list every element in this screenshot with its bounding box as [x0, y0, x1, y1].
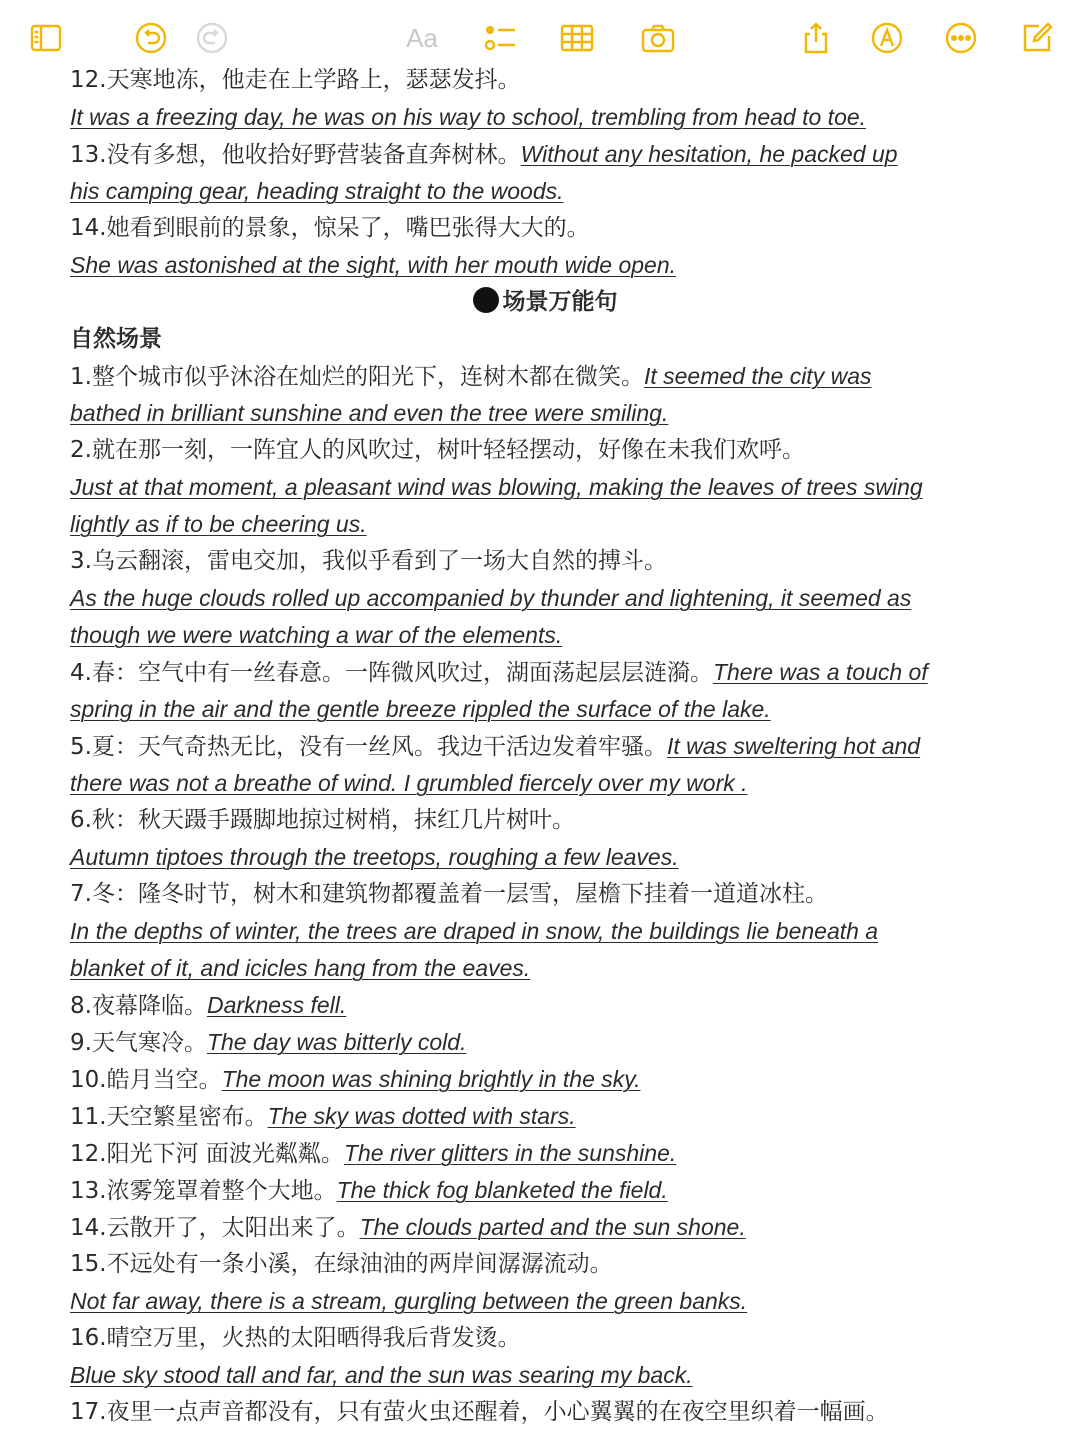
- note-line: [70, 1209, 1020, 1246]
- chinese-text: 1.整个城市似乎沐浴在灿烂的阳光下，连树木都在微笑。: [70, 364, 644, 390]
- note-line: [70, 1283, 1020, 1320]
- sidebar-icon[interactable]: [26, 20, 66, 56]
- note-line: [70, 802, 1020, 839]
- note-line: [70, 728, 1020, 765]
- undo-icon[interactable]: [131, 20, 171, 56]
- chinese-text: 11.天空繁星密布。: [70, 1104, 268, 1130]
- note-line: [70, 691, 1020, 728]
- chinese-text: 13.浓雾笼罩着整个大地。: [70, 1178, 337, 1204]
- english-text: Not far away, there is a stream, gurgling between the green banks.: [70, 1288, 748, 1314]
- note-line: [70, 1172, 1020, 1209]
- note-line: [70, 99, 1020, 136]
- section-heading: [70, 284, 1020, 321]
- note-body[interactable]: [70, 62, 1020, 1431]
- english-text: In the depths of winter, the trees are draped in snow, the buildings lie beneath a: [70, 918, 879, 944]
- chinese-text: 12.天寒地冻，他走在上学路上，瑟瑟发抖。: [70, 67, 521, 93]
- note-line: [70, 654, 1020, 691]
- note-line: [70, 1320, 1020, 1357]
- english-text: It was sweltering hot and: [666, 733, 921, 759]
- english-text: As the huge clouds rolled up accompanied by thunder and lightening, it seemed as: [70, 585, 912, 611]
- note-line: [70, 1024, 1020, 1061]
- note-line: [70, 469, 1020, 506]
- note-line: [70, 950, 1020, 987]
- note-line: [70, 765, 1020, 802]
- chinese-text: 13.没有多想，他收拾好野营装备直奔树林。: [70, 142, 521, 168]
- note-line: [70, 617, 1020, 654]
- note-line: [70, 1394, 1020, 1431]
- english-text: though we were watching a war of the elements.: [70, 622, 563, 648]
- share-icon[interactable]: [796, 20, 836, 56]
- markup-icon[interactable]: [867, 20, 907, 56]
- note-line: [70, 913, 1020, 950]
- note-line: [70, 839, 1020, 876]
- checklist-icon[interactable]: [480, 20, 520, 56]
- english-text: The thick fog blanketed the field.: [336, 1177, 668, 1203]
- more-icon[interactable]: [941, 20, 981, 56]
- chinese-text: 16.晴空万里，火热的太阳晒得我后背发烫。: [70, 1325, 521, 1351]
- note-line: [70, 1357, 1020, 1394]
- chinese-text: 14.云散开了，太阳出来了。: [70, 1215, 360, 1241]
- english-text: Darkness fell.: [206, 992, 347, 1018]
- note-line: [70, 173, 1020, 210]
- english-text: his camping gear, heading straight to the woods.: [70, 178, 564, 204]
- note-line: [70, 876, 1020, 913]
- chinese-text: 2.就在那一刻，一阵宜人的风吹过，树叶轻轻摆动，好像在未我们欢呼。: [70, 437, 805, 463]
- note-line: [70, 580, 1020, 617]
- chinese-text: 3.乌云翻滚，雷电交加，我似乎看到了一场大自然的搏斗。: [70, 548, 667, 574]
- note-line: [70, 506, 1020, 543]
- english-text: The river glitters in the sunshine.: [343, 1140, 677, 1166]
- english-text: The moon was shining brightly in the sky.: [221, 1066, 641, 1092]
- subsection-heading: 自然场景: [70, 326, 162, 352]
- english-text: She was astonished at the sight, with her mouth wide open.: [70, 252, 677, 278]
- english-text: There was a touch of: [712, 659, 928, 685]
- black-circle-icon: [473, 287, 499, 313]
- chinese-text: 10.皓月当空。: [70, 1067, 222, 1093]
- english-text: spring in the air and the gentle breeze rippled the surface of the lake.: [70, 696, 771, 722]
- english-text: It seemed the city was: [643, 363, 872, 389]
- chinese-text: 12.阳光下河 面波光粼粼。: [70, 1141, 344, 1167]
- english-text: The clouds parted and the sun shone.: [359, 1214, 746, 1240]
- english-text: Without any hesitation, he packed up: [520, 141, 898, 167]
- english-text: blanket of it, and icicles hang from the eaves.: [70, 955, 531, 981]
- english-text: It was a freezing day, he was on his way to school, trembling from head to toe.: [70, 104, 867, 130]
- note-line: [70, 1061, 1020, 1098]
- format-button[interactable]: [400, 20, 444, 56]
- chinese-text: 7.冬：隆冬时节，树木和建筑物都覆盖着一层雪，屋檐下挂着一道道冰柱。: [70, 881, 828, 907]
- note-line: [70, 62, 1020, 99]
- english-text: Autumn tiptoes through the treetops, roughing a few leaves.: [70, 844, 679, 870]
- note-line: [70, 136, 1020, 173]
- english-text: Blue sky stood tall and far, and the sun was searing my back.: [70, 1362, 693, 1388]
- note-line: [70, 1135, 1020, 1172]
- note-line: [70, 395, 1020, 432]
- english-text: bathed in brilliant sunshine and even the tree were smiling.: [70, 400, 669, 426]
- chinese-text: 15.不远处有一条小溪，在绿油油的两岸间潺潺流动。: [70, 1251, 613, 1277]
- chinese-text: 5.夏：天气奇热无比，没有一丝风。我边干活边发着牢骚。: [70, 734, 667, 760]
- table-icon[interactable]: [557, 20, 597, 56]
- note-line: [70, 987, 1020, 1024]
- section-title: 场景万能句: [502, 289, 618, 315]
- chinese-text: 14.她看到眼前的景象，惊呆了，嘴巴张得大大的。: [70, 215, 590, 241]
- note-line: [70, 358, 1020, 395]
- note-line: [70, 1246, 1020, 1283]
- chinese-text: 4.春：空气中有一丝春意。一阵微风吹过，湖面荡起层层涟漪。: [70, 660, 713, 686]
- english-text: Just at that moment, a pleasant wind was blowing, making the leaves of trees swing: [70, 474, 923, 500]
- chinese-text: 8.夜幕降临。: [70, 993, 207, 1019]
- english-text: The day was bitterly cold.: [206, 1029, 467, 1055]
- note-line: [70, 1098, 1020, 1135]
- note-line: [70, 543, 1020, 580]
- note-line: [70, 247, 1020, 284]
- compose-icon[interactable]: [1016, 20, 1056, 56]
- note-line: [70, 210, 1020, 247]
- english-text: The sky was dotted with stars.: [267, 1103, 576, 1129]
- chinese-text: 17.夜里一点声音都没有，只有萤火虫还醒着，小心翼翼的在夜空里织着一幅画。: [70, 1399, 889, 1425]
- chinese-text: 6.秋：秋天蹑手蹑脚地掠过树梢，抹红几片树叶。: [70, 807, 575, 833]
- redo-icon[interactable]: [192, 20, 232, 56]
- english-text: there was not a breathe of wind. I grumbled fiercely over my work .: [70, 770, 748, 796]
- camera-icon[interactable]: [638, 20, 678, 56]
- format-label: Aa: [406, 22, 438, 53]
- note-line: [70, 432, 1020, 469]
- chinese-text: 9.天气寒冷。: [70, 1030, 207, 1056]
- english-text: lightly as if to be cheering us.: [70, 511, 367, 537]
